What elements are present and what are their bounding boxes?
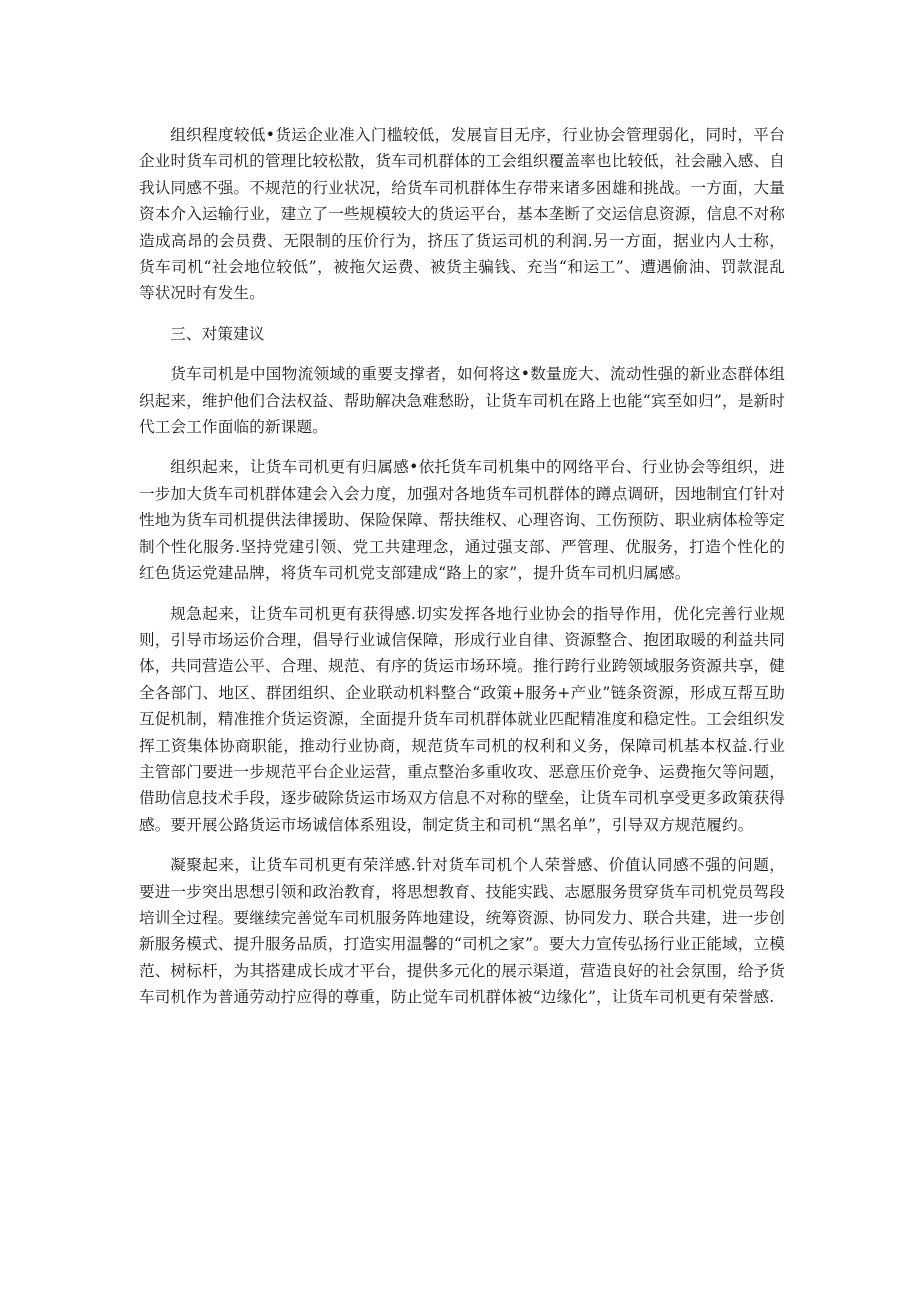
- section-heading-countermeasures: 三、对策建议: [170, 324, 265, 343]
- paragraph-honor: 凝聚起来，让货车司机更有荣洋感.针对货车司机个人荣誉感、价值认同感不强的问题，要进一步突出思想引领和政治教育，将思想教育、技能实践、志愿服务贯穿货车司机党员驾段培训全过程。要继续完善觉车司机服务阵地建设，统筹资源、协同发力、联合共建，进一步创新服务模式、提升服务品质，打造实用温馨的“司机之家”。要大力宣传弘扬行业正能域，立模范、树标杆，为其搭建成长成才平台，提供多元化的展示渠道，营造良好的社会氛围，给予货车司机作为普通劳动拧应得的尊重，防止觉车司机群体被“边缘化”，让货车司机更有荣誉感.: [139, 856, 785, 1007]
- paragraph-intro-countermeasures: 货车司机是中国物流领域的重要支撑者，如何将这•数量庞大、流动性强的新业态群体组织起来，维护他们合法权益、帮助解决急难愁盼，让货车司机在路上也能“宾至如归”，是新时代工会工作面临的新课题。: [139, 365, 785, 437]
- paragraph-belonging: 组织起来，让货车司机更有归属感•依托货车司机集中的网络平台、行业协会等组织，进一步加大货车司机群体建会入会力度，加强对各地货车司机群体的蹲点调研，因地制宜仃针对性地为货车司机提供法律援助、保险保障、帮扶维权、心理咨询、工伤预防、职业病体检等定制个性化服务.坚持党建引领、党工共建理念，通过强支部、严管理、优服务，打造个性化的红色货运党建品牌，将货车司机党支部建成“路上的家”，提升货车司机归属感。: [139, 458, 785, 583]
- paragraph-organization-level: 组织程度较低•货运企业准入门槛较低，发展盲目无序，行业协会管理弱化，同时，平台企业时货车司机的管理比较松散，货车司机群体的工会组织覆盖率也比较低，社会融入感、自我认同感不强。不规范的行业状况，给货车司机群体生存带来诸多困雄和挑战。一方面，大量资本介入运输行业，建立了一些规模较大的货运平台，基本垄断了交运信息资源，信息不对称造成高昂的会员费、无限制的压价行为，挤压了货运司机的利润.另一方面，据业内人士称，货车司机“社会地位较低”，被拖欠运费、被货主骗钱、充当“和运工”、遭遇偷油、罚款混乱等状况时有发生。: [139, 126, 785, 303]
- paragraph-gain: 规急起来，让货车司机更有获得感.切实发挥各地行业协会的指导作用，优化完善行业规则，引导市场运价合理，倡导行业诚信保障，形成行业自律、资源整合、抱团取暖的利益共同体，共同营造公平、合理、规范、有序的货运市场环境。推行跨行业跨领域服务资源共享，健全各部门、地区、群团组织、企业联动机料整合“政策+服务+产业”链条资源，形成互帮互助互促机制，精准推介货运资源，全面提升货车司机群体就业匹配精准度和稳定性。工会组织发挥工资集体协商职能，推动行业协商，规范货车司机的权利和义务，保障司机基本权益.行业主管部门要进一步规范平台企业运营，重点整治多重收攻、恶意压价竞争、运费拖欠等问题，借助信息技术手段，逐步破除货运市场双方信息不对称的壁垒，让货车司机享受更多政策获得感。要开展公路货运市场诚信体系殂设，制定货主和司机“黑名单”，引导双方规范履约。: [139, 604, 785, 834]
- document-body: [139, 122, 785, 1025]
